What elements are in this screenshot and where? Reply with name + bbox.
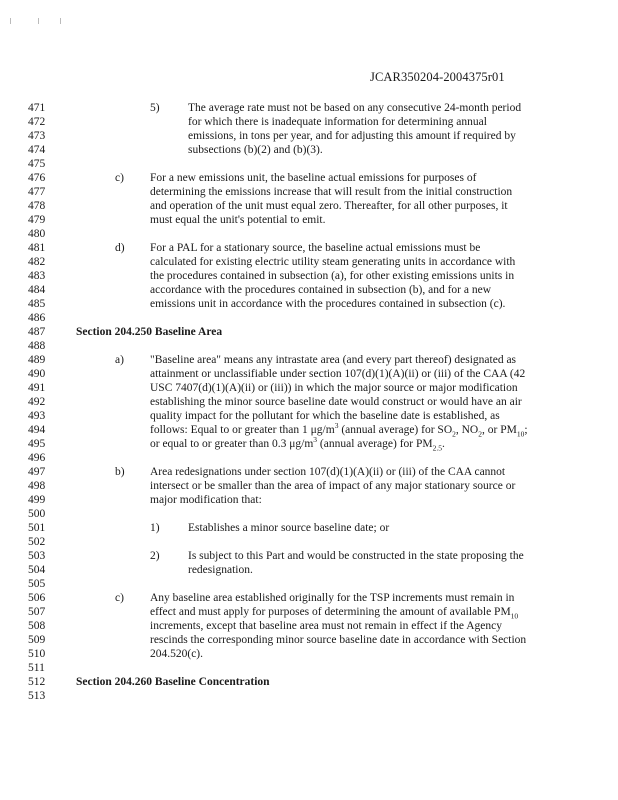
item-c-line: For a new emissions unit, the baseline actual emissions for purposes of [150, 172, 477, 184]
section-heading: Section 204.260 Baseline Concentration [76, 676, 270, 688]
item-5-line: subsections (b)(2) and (b)(3). [188, 144, 323, 156]
line-number: 475 [28, 158, 46, 170]
line-number: 481 [28, 242, 46, 254]
item-a-line: USC 7407(d)(1)(A)(ii) or (iii)) in which the major source or major modification [150, 382, 518, 394]
item-a-line-units: or equal to or greater than 0.3 $\mu g/m^3$ (annual average) for $PM_{2.5}$. [150, 435, 445, 453]
line-number: 502 [28, 536, 46, 548]
sub-item-1-label: 1) [150, 522, 160, 534]
line-number: 484 [28, 284, 46, 296]
line-number: 491 [28, 382, 46, 394]
item-b-label: b) [115, 466, 125, 478]
line-number: 494 [28, 424, 46, 436]
line-number: 510 [28, 648, 46, 660]
line-number: 492 [28, 396, 46, 408]
sub-item-1-text: Establishes a minor source baseline date; or [188, 522, 390, 534]
line-number: 506 [28, 592, 46, 604]
document-id: JCAR350204-2004375r01 [370, 70, 505, 84]
item-d-label: d) [115, 242, 125, 254]
line-number: 505 [28, 578, 46, 590]
item-d-line: For a PAL for a stationary source, the baseline actual emissions must be [150, 242, 481, 254]
item-a-line-units: follows: Equal to or greater than 1 $\mu g/m^3$ (annual average) for $SO_2$, $NO_2$, or $PM_{10}$; [150, 421, 528, 439]
line-number: 472 [28, 116, 46, 128]
item-d-line: calculated for existing electric utility steam generating units in accordance with [150, 256, 516, 268]
line-number: 480 [28, 228, 46, 240]
item-c-line: must equal the unit's potential to emit. [150, 214, 326, 226]
item-a-line: establishing the minor source baseline date would construct or would have an air [150, 396, 522, 408]
line-number: 504 [28, 564, 46, 576]
line-number: 498 [28, 480, 46, 492]
line-number: 493 [28, 410, 46, 422]
line-number: 476 [28, 172, 46, 184]
item-b-line: intersect or be smaller than the area of impact of any major stationary source or [150, 480, 516, 492]
item-d-line: emissions unit in accordance with the procedures contained in subsection (c). [150, 298, 506, 310]
item-a-line: "Baseline area" means any intrastate area (and every part thereof) designated as [150, 354, 517, 366]
line-number: 473 [28, 130, 46, 142]
item-b-line: major modification that: [150, 494, 262, 506]
item-c2-line: effect and must apply for purposes of determining the amount of available $PM_{10}$ [150, 606, 519, 621]
scan-marks [8, 18, 68, 26]
item-c-label: c) [115, 172, 124, 184]
line-number: 487 [28, 326, 46, 338]
item-c2-line: increments, except that baseline area must not remain in effect if the Agency [150, 620, 502, 632]
item-c-line: determining the emissions increase that will result from the initial construction [150, 186, 513, 198]
line-number: 478 [28, 200, 46, 212]
line-number: 500 [28, 508, 46, 520]
item-d-line: the procedures contained in subsection (a), for other existing emissions units in [150, 270, 515, 282]
line-number: 485 [28, 298, 46, 310]
line-number: 507 [28, 606, 46, 618]
line-number: 509 [28, 634, 46, 646]
sub-item-2-label: 2) [150, 550, 160, 562]
line-number: 486 [28, 312, 46, 324]
line-number: 483 [28, 270, 46, 282]
line-number: 495 [28, 438, 46, 450]
line-number: 474 [28, 144, 46, 156]
item-c2-label: c) [115, 592, 124, 604]
section-heading: Section 204.250 Baseline Area [76, 326, 223, 338]
item-b-line: Area redesignations under section 107(d)(1)(A)(ii) or (iii) of the CAA cannot [150, 466, 506, 478]
line-number: 490 [28, 368, 46, 380]
item-c2-line: Any baseline area established originally for the TSP increments must remain in [150, 592, 515, 604]
line-number: 511 [28, 662, 45, 674]
line-number: 471 [28, 102, 46, 114]
line-number: 501 [28, 522, 46, 534]
line-number: 497 [28, 466, 46, 478]
item-a-line: attainment or unclassifiable under section 107(d)(1)(A)(ii) or (iii) of the CAA (42 [150, 368, 526, 380]
line-number: 513 [28, 690, 46, 702]
item-c2-line: rescinds the corresponding minor source baseline date in accordance with Section [150, 634, 527, 646]
line-number: 489 [28, 354, 46, 366]
item-c2-line: 204.520(c). [150, 648, 204, 660]
line-number: 508 [28, 620, 46, 632]
item-5-line: The average rate must not be based on any consecutive 24-month period [188, 102, 522, 114]
sub-item-2-line: Is subject to this Part and would be constructed in the state proposing the [188, 550, 524, 562]
line-number: 496 [28, 452, 46, 464]
line-number: 503 [28, 550, 46, 562]
line-number: 499 [28, 494, 46, 506]
line-number: 482 [28, 256, 46, 268]
item-d-line: accordance with the procedures contained in subsection (b), and for a new [150, 284, 492, 296]
sub-item-2-line: redesignation. [188, 564, 253, 576]
item-a-line: quality impact for the pollutant for which the baseline date is established, as [150, 410, 500, 422]
item-5-label: 5) [150, 102, 160, 114]
line-number: 477 [28, 186, 46, 198]
line-number: 512 [28, 676, 46, 688]
item-5-line: for which there is inadequate information for determining annual [188, 116, 487, 128]
item-a-label: a) [115, 354, 124, 366]
item-5-line: emissions, in tons per year, and for adjusting this amount if required by [188, 130, 516, 142]
line-number: 488 [28, 340, 46, 352]
item-c-line: and operation of the unit must equal zero. Thereafter, for all other purposes, it [150, 200, 508, 212]
line-number: 479 [28, 214, 46, 226]
